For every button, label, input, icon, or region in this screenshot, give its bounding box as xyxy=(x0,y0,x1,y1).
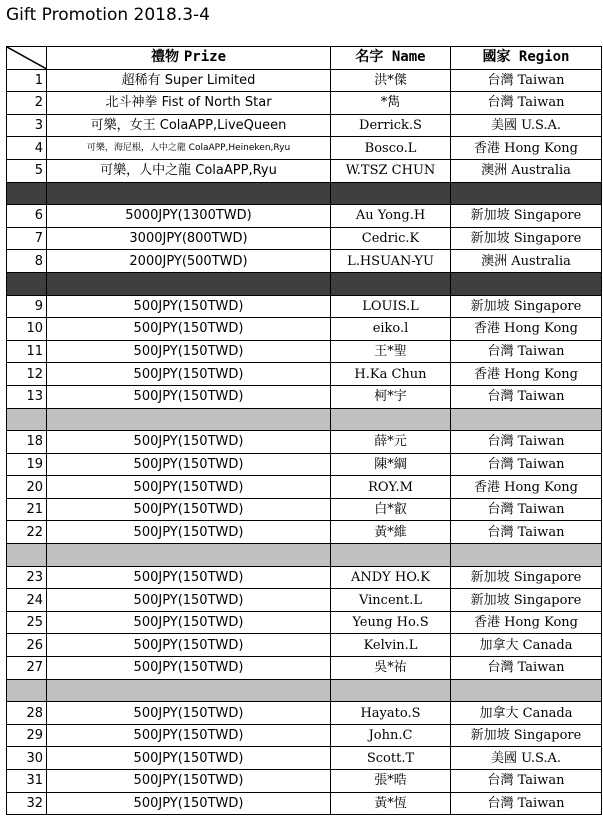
row-number: 4 xyxy=(7,137,47,160)
winner-name: W.TSZ CHUN xyxy=(331,159,451,182)
separator-cell xyxy=(47,272,331,295)
prize-cell: 500JPY(150TWD) xyxy=(47,385,331,408)
region-cell: 美國 U.S.A. xyxy=(451,747,602,770)
row-number: 10 xyxy=(7,318,47,341)
table-row xyxy=(7,747,602,770)
prize-cell: 500JPY(150TWD) xyxy=(47,431,331,454)
separator-row xyxy=(7,544,602,567)
prize-cell: 超稀有 Super Limited xyxy=(47,69,331,92)
table-row xyxy=(7,724,602,747)
prize-cell: 可樂，海尼根，人中之龍 ColaAPP,Heineken,Ryu xyxy=(47,137,331,160)
region-cell: 台灣 Taiwan xyxy=(451,657,602,680)
row-number: 19 xyxy=(7,453,47,476)
row-number: 7 xyxy=(7,227,47,250)
prize-cell: 500JPY(150TWD) xyxy=(47,589,331,612)
region-cell: 新加坡 Singapore xyxy=(451,589,602,612)
table-row xyxy=(7,657,602,680)
winner-name: H.Ka Chun xyxy=(331,363,451,386)
row-number: 12 xyxy=(7,363,47,386)
separator-row xyxy=(7,679,602,702)
row-number: 32 xyxy=(7,792,47,815)
table-body xyxy=(7,69,602,815)
row-number: 20 xyxy=(7,476,47,499)
region-cell: 新加坡 Singapore xyxy=(451,227,602,250)
winner-name: L.HSUAN-YU xyxy=(331,250,451,273)
prize-cell: 500JPY(150TWD) xyxy=(47,566,331,589)
separator-cell xyxy=(47,544,331,567)
table-row xyxy=(7,385,602,408)
separator-cell xyxy=(7,272,47,295)
row-number: 27 xyxy=(7,657,47,680)
header-row xyxy=(7,47,602,70)
table-row xyxy=(7,566,602,589)
winner-name: ANDY HO.K xyxy=(331,566,451,589)
prize-cell: 500JPY(150TWD) xyxy=(47,657,331,680)
region-cell: 台灣 Taiwan xyxy=(451,453,602,476)
prize-header-cjk: 禮物 xyxy=(150,49,179,66)
row-number: 25 xyxy=(7,611,47,634)
separator-cell xyxy=(331,679,451,702)
region-cell: 香港 Hong Kong xyxy=(451,476,602,499)
prize-cell: 可樂，女王 ColaAPP,LiveQueen xyxy=(47,114,331,137)
row-number: 30 xyxy=(7,747,47,770)
winner-name: Derrick.S xyxy=(331,114,451,137)
winner-name: Kelvin.L xyxy=(331,634,451,657)
winner-name: Hayato.S xyxy=(331,702,451,725)
row-number: 11 xyxy=(7,340,47,363)
winner-name: LOUIS.L xyxy=(331,295,451,318)
table-row xyxy=(7,205,602,228)
row-number: 26 xyxy=(7,634,47,657)
region-cell: 新加坡 Singapore xyxy=(451,205,602,228)
table-row xyxy=(7,363,602,386)
separator-cell xyxy=(7,544,47,567)
prize-cell: 北斗神拳 Fist of North Star xyxy=(47,92,331,115)
region-cell: 台灣 Taiwan xyxy=(451,92,602,115)
winner-name: Vincent.L xyxy=(331,589,451,612)
winner-name: Scott.T xyxy=(331,747,451,770)
winner-name: 洪*傑 xyxy=(331,69,451,92)
table-row xyxy=(7,521,602,544)
winner-name: 黃*維 xyxy=(331,521,451,544)
region-cell: 台灣 Taiwan xyxy=(451,340,602,363)
prize-cell: 500JPY(150TWD) xyxy=(47,453,331,476)
prize-header-en: Prize xyxy=(183,49,227,66)
table-row xyxy=(7,250,602,273)
table-row xyxy=(7,453,602,476)
region-cell: 新加坡 Singapore xyxy=(451,566,602,589)
region-cell: 台灣 Taiwan xyxy=(451,385,602,408)
table-row xyxy=(7,227,602,250)
row-number: 24 xyxy=(7,589,47,612)
table-row xyxy=(7,92,602,115)
table-row xyxy=(7,340,602,363)
diagonal-line-icon xyxy=(7,47,46,69)
table-row xyxy=(7,792,602,815)
winner-name: eiko.l xyxy=(331,318,451,341)
prize-cell: 500JPY(150TWD) xyxy=(47,498,331,521)
region-cell: 香港 Hong Kong xyxy=(451,363,602,386)
row-number: 3 xyxy=(7,114,47,137)
table-row xyxy=(7,634,602,657)
separator-cell xyxy=(7,182,47,205)
region-cell: 台灣 Taiwan xyxy=(451,521,602,544)
table-row xyxy=(7,114,602,137)
region-cell: 香港 Hong Kong xyxy=(451,318,602,341)
prize-cell: 500JPY(150TWD) xyxy=(47,318,331,341)
region-header: 國家 Region xyxy=(451,47,602,70)
diagonal-corner-cell xyxy=(7,47,47,70)
winner-name: *雋 xyxy=(331,92,451,115)
prize-cell: 2000JPY(500TWD) xyxy=(47,250,331,273)
separator-cell xyxy=(331,182,451,205)
winner-name: Au Yong.H xyxy=(331,205,451,228)
separator-row xyxy=(7,182,602,205)
region-cell: 香港 Hong Kong xyxy=(451,137,602,160)
prize-cell: 500JPY(150TWD) xyxy=(47,363,331,386)
table-row xyxy=(7,770,602,793)
row-number: 21 xyxy=(7,498,47,521)
table-row xyxy=(7,69,602,92)
prize-cell: 500JPY(150TWD) xyxy=(47,611,331,634)
winner-name: Bosco.L xyxy=(331,137,451,160)
winner-name: 王*聖 xyxy=(331,340,451,363)
region-cell: 台灣 Taiwan xyxy=(451,498,602,521)
region-cell: 澳洲 Australia xyxy=(451,159,602,182)
table-row xyxy=(7,159,602,182)
row-number: 13 xyxy=(7,385,47,408)
row-number: 2 xyxy=(7,92,47,115)
winner-name: John.C xyxy=(331,724,451,747)
region-cell: 台灣 Taiwan xyxy=(451,69,602,92)
winner-name: 黃*恆 xyxy=(331,792,451,815)
gift-table xyxy=(6,46,602,815)
winner-name: Yeung Ho.S xyxy=(331,611,451,634)
separator-cell xyxy=(7,679,47,702)
prize-cell: 500JPY(150TWD) xyxy=(47,747,331,770)
region-cell: 加拿大 Canada xyxy=(451,634,602,657)
table-row xyxy=(7,137,602,160)
table-row xyxy=(7,476,602,499)
table-row xyxy=(7,611,602,634)
winner-name: 陳*綱 xyxy=(331,453,451,476)
row-number: 31 xyxy=(7,770,47,793)
winner-name: 薛*元 xyxy=(331,431,451,454)
row-number: 23 xyxy=(7,566,47,589)
separator-cell xyxy=(7,408,47,431)
row-number: 28 xyxy=(7,702,47,725)
winner-name: 吳*祐 xyxy=(331,657,451,680)
separator-row xyxy=(7,408,602,431)
separator-cell xyxy=(451,272,602,295)
row-number: 18 xyxy=(7,431,47,454)
table-row xyxy=(7,318,602,341)
winner-name: 柯*宇 xyxy=(331,385,451,408)
table-header xyxy=(7,47,602,70)
table-row xyxy=(7,498,602,521)
table-row xyxy=(7,702,602,725)
row-number: 9 xyxy=(7,295,47,318)
separator-cell xyxy=(331,272,451,295)
table-row xyxy=(7,295,602,318)
prize-cell: 5000JPY(1300TWD) xyxy=(47,205,331,228)
separator-cell xyxy=(451,408,602,431)
region-cell: 台灣 Taiwan xyxy=(451,770,602,793)
row-number: 29 xyxy=(7,724,47,747)
prize-cell: 500JPY(150TWD) xyxy=(47,634,331,657)
prize-header xyxy=(47,47,331,70)
prize-cell: 500JPY(150TWD) xyxy=(47,340,331,363)
row-number: 8 xyxy=(7,250,47,273)
region-cell: 澳洲 Australia xyxy=(451,250,602,273)
prize-cell: 500JPY(150TWD) xyxy=(47,521,331,544)
separator-cell xyxy=(47,408,331,431)
row-number: 22 xyxy=(7,521,47,544)
separator-row xyxy=(7,272,602,295)
separator-cell xyxy=(331,544,451,567)
region-cell: 台灣 Taiwan xyxy=(451,431,602,454)
page-title: Gift Promotion 2018.3-4 xyxy=(6,5,210,25)
prize-cell: 500JPY(150TWD) xyxy=(47,770,331,793)
name-header: 名字 Name xyxy=(331,47,451,70)
separator-cell xyxy=(451,544,602,567)
row-number: 1 xyxy=(7,69,47,92)
prize-cell: 500JPY(150TWD) xyxy=(47,792,331,815)
region-cell: 台灣 Taiwan xyxy=(451,792,602,815)
prize-cell: 3000JPY(800TWD) xyxy=(47,227,331,250)
winner-name: 白*叡 xyxy=(331,498,451,521)
region-cell: 新加坡 Singapore xyxy=(451,724,602,747)
separator-cell xyxy=(451,182,602,205)
separator-cell xyxy=(451,679,602,702)
row-number: 6 xyxy=(7,205,47,228)
row-number: 5 xyxy=(7,159,47,182)
prize-cell: 500JPY(150TWD) xyxy=(47,702,331,725)
table-row xyxy=(7,431,602,454)
region-cell: 加拿大 Canada xyxy=(451,702,602,725)
region-cell: 新加坡 Singapore xyxy=(451,295,602,318)
region-cell: 香港 Hong Kong xyxy=(451,611,602,634)
prize-cell: 可樂，人中之龍 ColaAPP,Ryu xyxy=(47,159,331,182)
separator-cell xyxy=(47,182,331,205)
prize-cell: 500JPY(150TWD) xyxy=(47,476,331,499)
prize-cell: 500JPY(150TWD) xyxy=(47,295,331,318)
prize-cell: 500JPY(150TWD) xyxy=(47,724,331,747)
separator-cell xyxy=(47,679,331,702)
winner-name: ROY.M xyxy=(331,476,451,499)
winner-name: 張*晧 xyxy=(331,770,451,793)
region-cell: 美國 U.S.A. xyxy=(451,114,602,137)
winner-name: Cedric.K xyxy=(331,227,451,250)
separator-cell xyxy=(331,408,451,431)
table-row xyxy=(7,589,602,612)
